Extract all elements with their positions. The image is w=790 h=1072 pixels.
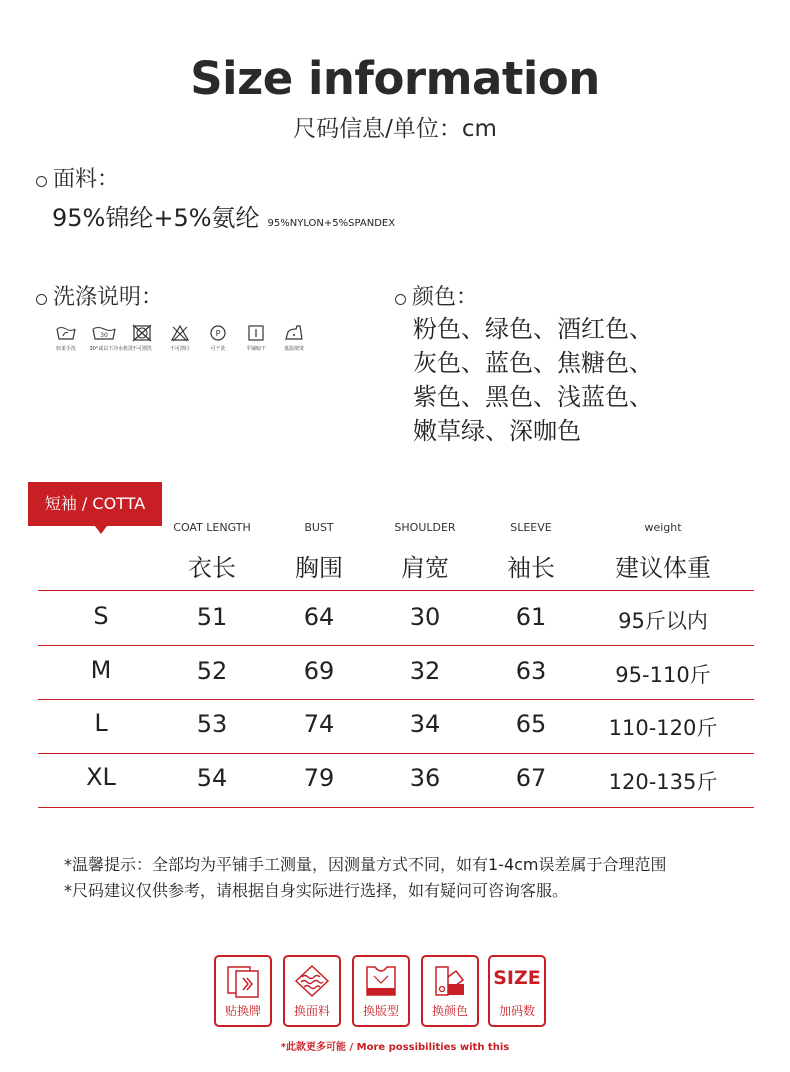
table-cell: 54 — [196, 764, 228, 792]
dry-clean-item — [202, 324, 234, 352]
no-bleach-text: 不可漂白 — [170, 346, 190, 352]
iron-low-item — [278, 324, 310, 352]
color-line: 嫩草绿、深咖色 — [413, 417, 581, 445]
table-divider — [38, 590, 754, 591]
table-cell: 69 — [303, 657, 335, 685]
bullet-circle-icon — [36, 176, 47, 187]
dry-clean-p-icon — [207, 324, 229, 342]
service-badge-color-swap — [421, 955, 479, 1027]
wash-30-text: 30°或以下冷水机洗 — [89, 346, 134, 352]
style-swap-icon — [361, 963, 401, 999]
service-badge-style-swap — [352, 955, 410, 1027]
page-title: Size information — [190, 52, 600, 105]
tag-swap-icon — [223, 963, 263, 999]
color-line: 紫色、黑色、浅蓝色、 — [413, 383, 653, 411]
table-cell: 36 — [409, 764, 441, 792]
svg-text:P: P — [215, 329, 221, 338]
table-divider — [38, 753, 754, 754]
table-cell: 79 — [303, 764, 335, 792]
service-label: 换面料 — [293, 1004, 330, 1018]
col-header-cn: 肩宽 — [401, 554, 449, 582]
page-subtitle: 尺码信息/单位：cm — [293, 116, 497, 142]
color-line: 粉色、绿色、酒红色、 — [413, 315, 653, 343]
table-cell: 95-110斤 — [615, 663, 711, 687]
table-cell: 63 — [515, 657, 547, 685]
hand-wash-text: 轻柔手洗 — [56, 346, 76, 352]
no-tumble-dry-text: 不可漂洗 — [132, 346, 152, 352]
hand-wash-icon — [55, 324, 77, 342]
color-swap-icon — [430, 963, 470, 999]
fabric-composition-cn: 95%锦纶+5%氨纶 — [52, 204, 260, 232]
col-header-cn: 建议体重 — [615, 554, 711, 582]
service-badge-tag-swap — [214, 955, 272, 1027]
col-header-cn: 衣长 — [188, 554, 236, 582]
flat-dry-icon — [245, 324, 267, 342]
col-header-cn: 袖长 — [507, 554, 555, 582]
size-icon: SIZE — [493, 967, 541, 989]
hand-wash-item — [50, 324, 82, 352]
washing-section-label — [36, 280, 163, 311]
tag-pointer — [95, 526, 107, 534]
table-cell: 67 — [515, 764, 547, 792]
table-cell: 52 — [196, 657, 228, 685]
wash-30-icon — [91, 324, 117, 342]
washing-label: 洗涤说明： — [53, 285, 164, 310]
bullet-circle-icon — [36, 294, 47, 305]
wash-30-item — [88, 324, 134, 352]
service-label: 换版型 — [362, 1004, 399, 1018]
colors-label: 颜色： — [412, 285, 479, 310]
table-cell: 61 — [515, 603, 547, 631]
no-bleach-item — [164, 324, 196, 352]
table-cell: 64 — [303, 603, 335, 631]
table-cell: 95斤以内 — [618, 609, 708, 633]
footer-note: *此款更多可能 / More possibilities with this — [280, 1042, 510, 1053]
fabric-section-label — [36, 162, 119, 193]
service-label: 换颜色 — [431, 1004, 468, 1018]
service-label: 加码数 — [498, 1004, 535, 1018]
service-badge-fabric-swap — [283, 955, 341, 1027]
col-header-en: SLEEVE — [510, 521, 552, 534]
col-header-en: COAT LENGTH — [173, 521, 251, 534]
table-cell: 53 — [196, 710, 228, 738]
table-divider — [38, 645, 754, 646]
table-cell: 34 — [409, 710, 441, 738]
col-header-cn: 胸围 — [295, 554, 343, 582]
color-list — [413, 312, 653, 448]
table-divider — [38, 807, 754, 808]
note-line: *温馨提示：全部均为平铺手工测量，因测量方式不同，如有1-4cm误差属于合理范围 — [64, 855, 667, 874]
size-label: L — [94, 709, 108, 737]
fabric-composition — [52, 198, 395, 233]
no-bleach-icon — [169, 324, 191, 342]
no-tumble-dry-icon — [131, 324, 153, 342]
fabric-composition-en: 95%NYLON+5%SPANDEX — [267, 218, 396, 229]
category-tag: 短袖 / COTTA — [28, 482, 162, 526]
table-cell: 51 — [196, 603, 228, 631]
size-label: S — [93, 602, 109, 630]
table-cell: 74 — [303, 710, 335, 738]
colors-section-label — [395, 280, 478, 311]
bullet-circle-icon — [395, 294, 406, 305]
table-cell: 120-135斤 — [608, 770, 718, 794]
service-badge-size — [488, 955, 546, 1027]
iron-low-text: 低温熨烫 — [284, 346, 304, 352]
table-divider — [38, 699, 754, 700]
dry-clean-text: 可干洗 — [210, 346, 226, 352]
iron-low-icon — [283, 324, 305, 342]
table-cell: 110-120斤 — [608, 716, 718, 740]
fabric-swap-icon — [292, 963, 332, 999]
size-label: XL — [86, 763, 116, 791]
col-header-en: SHOULDER — [394, 521, 456, 534]
table-cell: 65 — [515, 710, 547, 738]
table-cell: 30 — [409, 603, 441, 631]
flat-dry-text: 平铺晾干 — [246, 346, 266, 352]
table-cell: 32 — [409, 657, 441, 685]
size-label: M — [90, 656, 112, 684]
svg-text:30: 30 — [100, 332, 108, 339]
service-label: 贴换牌 — [224, 1004, 261, 1018]
note-line: *尺码建议仅供参考，请根据自身实际进行选择，如有疑问可咨询客服。 — [64, 881, 569, 900]
fabric-label: 面料： — [53, 167, 120, 192]
col-header-en: BUST — [304, 521, 334, 534]
washing-icons — [50, 324, 310, 352]
color-line: 灰色、蓝色、焦糖色、 — [413, 349, 653, 377]
no-tumble-dry-item — [126, 324, 158, 352]
col-header-en: weight — [644, 521, 682, 534]
flat-dry-item — [240, 324, 272, 352]
